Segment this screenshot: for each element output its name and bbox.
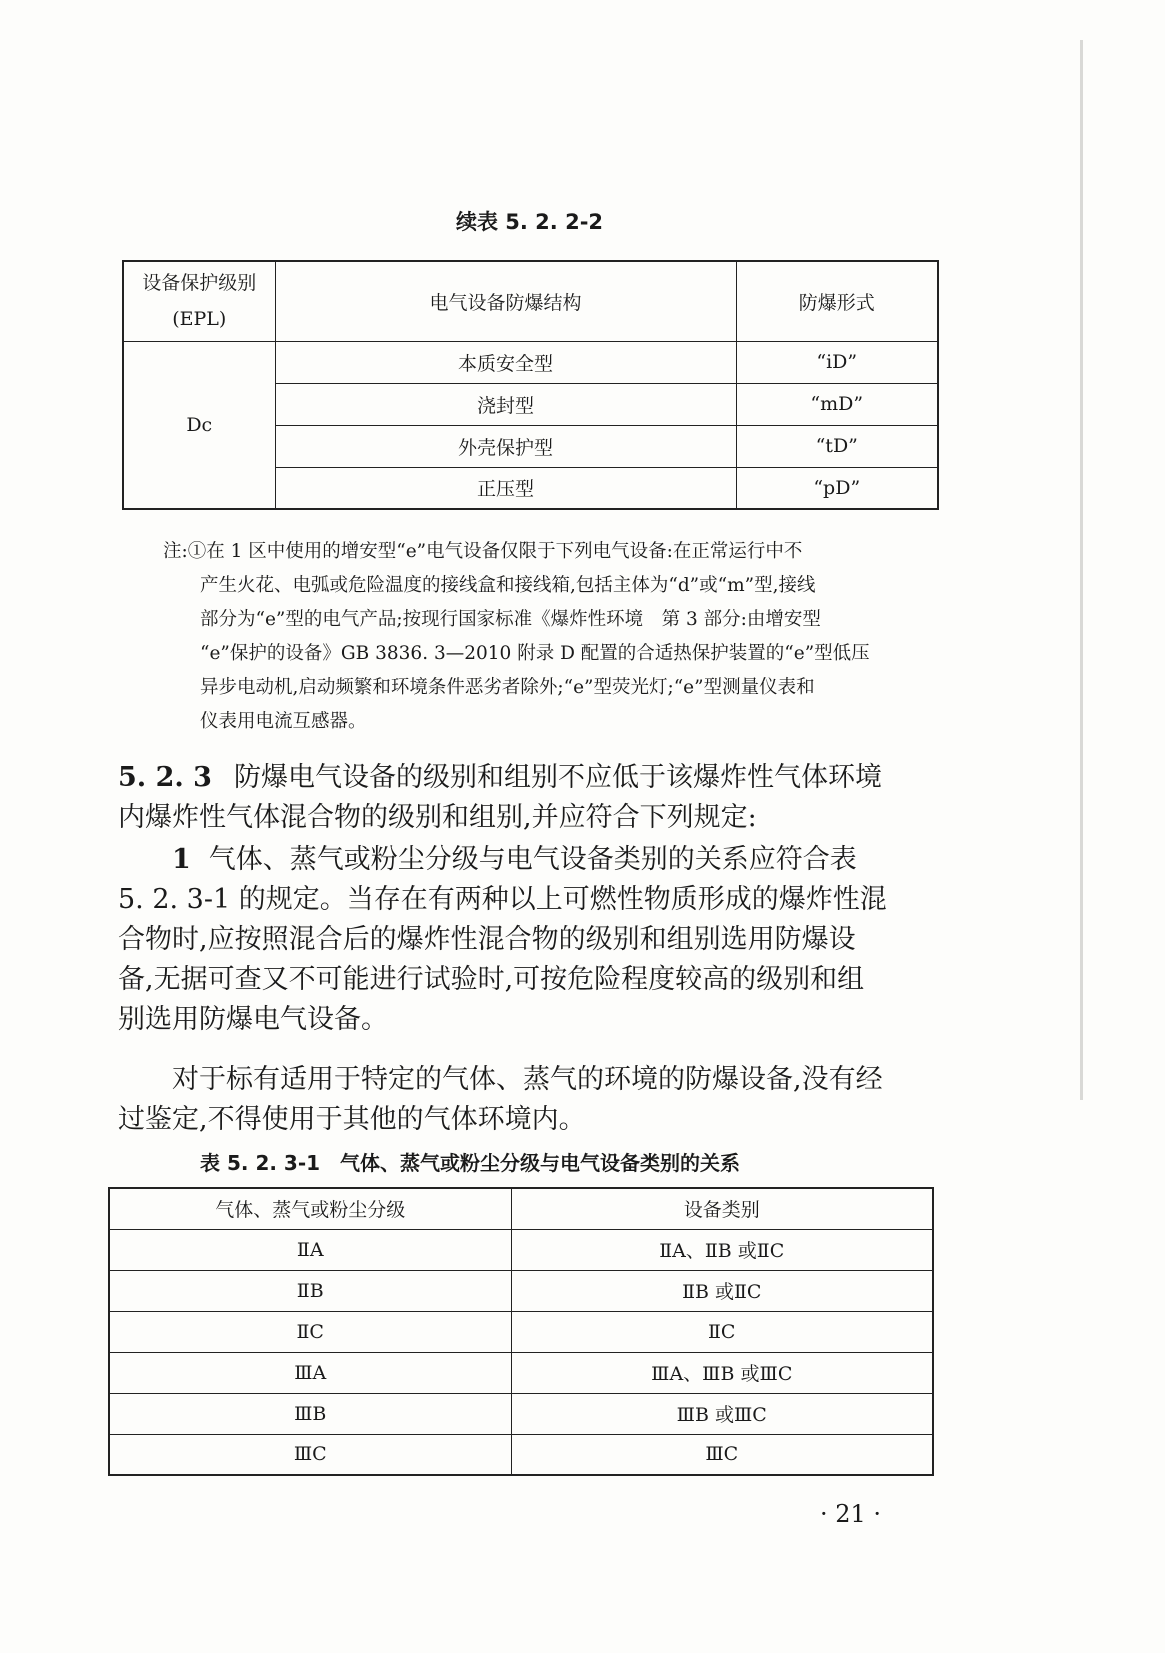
form-cell: “tD” bbox=[736, 425, 938, 467]
note-line: 注:①在 1 区中使用的增安型“e”电气设备仅限于下列电气设备:在正常运行中不 bbox=[163, 541, 803, 562]
table1-header-row bbox=[123, 261, 938, 341]
item-line-4: 备,无据可查又不可能进行试验时,可按危险程度较高的级别和组 bbox=[118, 964, 865, 995]
table2-header-row bbox=[109, 1188, 933, 1229]
note-line: “e”保护的设备》GB 3836. 3—2010 附录 D 配置的合适热保护装置的“e”型低压 bbox=[200, 643, 870, 664]
table-row bbox=[109, 1229, 933, 1270]
structure-cell: 本质安全型 bbox=[275, 341, 736, 383]
table1-caption: 续表 5. 2. 2-2 bbox=[455, 210, 604, 234]
section-5-2-3 bbox=[118, 758, 938, 838]
header-epl bbox=[123, 261, 275, 341]
section-text-line1: 防爆电气设备的级别和组别不应低于该爆炸性气体环境 bbox=[233, 762, 882, 793]
category-cell: ⅡB 或ⅡC bbox=[511, 1270, 933, 1311]
note-line: 部分为“e”型的电气产品;按现行国家标准《爆炸性环境 第 3 部分:由增安型 bbox=[200, 609, 821, 630]
grade-cell: ⅢC bbox=[109, 1434, 511, 1475]
item-line-2: 5. 2. 3-1 的规定。当存在有两种以上可燃性物质形成的爆炸性混 bbox=[118, 884, 887, 915]
header-structure: 电气设备防爆结构 bbox=[275, 261, 736, 341]
header-category: 设备类别 bbox=[511, 1188, 933, 1229]
section-number: 5. 2. 3 bbox=[118, 762, 212, 793]
table-row bbox=[109, 1270, 933, 1311]
table-row bbox=[123, 341, 938, 383]
item-1-paragraph bbox=[118, 840, 938, 1040]
table-row bbox=[109, 1434, 933, 1475]
table2-caption: 表 5. 2. 3-1 气体、蒸气或粉尘分级与电气设备类别的关系 bbox=[200, 1151, 741, 1175]
table1-note bbox=[163, 535, 943, 739]
header-epl-line1: 设备保护级别 bbox=[142, 272, 257, 295]
table-5-2-3-1 bbox=[108, 1187, 934, 1476]
form-cell: “pD” bbox=[736, 467, 938, 509]
para2-line-2: 过鉴定,不得使用于其他的气体环境内。 bbox=[118, 1104, 586, 1135]
note-line: 产生火花、电弧或危险温度的接线盒和接线箱,包括主体为“d”或“m”型,接线 bbox=[200, 575, 816, 596]
category-cell: ⅢC bbox=[511, 1434, 933, 1475]
table-row bbox=[109, 1311, 933, 1352]
grade-cell: ⅡA bbox=[109, 1229, 511, 1270]
category-cell: ⅡA、ⅡB 或ⅡC bbox=[511, 1229, 933, 1270]
grade-cell: ⅢB bbox=[109, 1393, 511, 1434]
header-epl-line2: (EPL) bbox=[172, 308, 227, 331]
header-form: 防爆形式 bbox=[736, 261, 938, 341]
header-grade: 气体、蒸气或粉尘分级 bbox=[109, 1188, 511, 1229]
grade-cell: ⅡB bbox=[109, 1270, 511, 1311]
structure-cell: 外壳保护型 bbox=[275, 425, 736, 467]
para2-line-1: 对于标有适用于特定的气体、蒸气的环境的防爆设备,没有经 bbox=[172, 1064, 883, 1095]
structure-cell: 正压型 bbox=[275, 467, 736, 509]
item-line-3: 合物时,应按照混合后的爆炸性混合物的级别和组别选用防爆设 bbox=[118, 924, 856, 955]
category-cell: ⅢB 或ⅢC bbox=[511, 1393, 933, 1434]
page-edge-shadow bbox=[1080, 40, 1083, 1100]
section-line-1 bbox=[118, 758, 938, 798]
item-line-5: 别选用防爆电气设备。 bbox=[118, 1004, 388, 1035]
note-line: 仪表用电流互感器。 bbox=[200, 711, 367, 732]
grade-cell: ⅡC bbox=[109, 1311, 511, 1352]
page-number: · 21 · bbox=[820, 1500, 882, 1528]
section-text-line2: 内爆炸性气体混合物的级别和组别,并应符合下列规定: bbox=[118, 802, 757, 833]
note-line: 异步电动机,启动频繁和环境条件恶劣者除外;“e”型荧光灯;“e”型测量仪表和 bbox=[200, 677, 815, 698]
grade-cell: ⅢA bbox=[109, 1352, 511, 1393]
table-row bbox=[109, 1393, 933, 1434]
form-cell: “iD” bbox=[736, 341, 938, 383]
item-line-1 bbox=[118, 840, 938, 880]
table-continued-5-2-2-2 bbox=[122, 260, 939, 510]
structure-cell: 浇封型 bbox=[275, 383, 736, 425]
form-cell: “mD” bbox=[736, 383, 938, 425]
item-number: 1 bbox=[172, 844, 191, 875]
epl-level-cell: Dc bbox=[123, 341, 275, 509]
category-cell: ⅡC bbox=[511, 1311, 933, 1352]
item-text: 气体、蒸气或粉尘分级与电气设备类别的关系应符合表 bbox=[208, 844, 857, 875]
category-cell: ⅢA、ⅢB 或ⅢC bbox=[511, 1352, 933, 1393]
paragraph-2 bbox=[118, 1060, 938, 1140]
table-row bbox=[109, 1352, 933, 1393]
